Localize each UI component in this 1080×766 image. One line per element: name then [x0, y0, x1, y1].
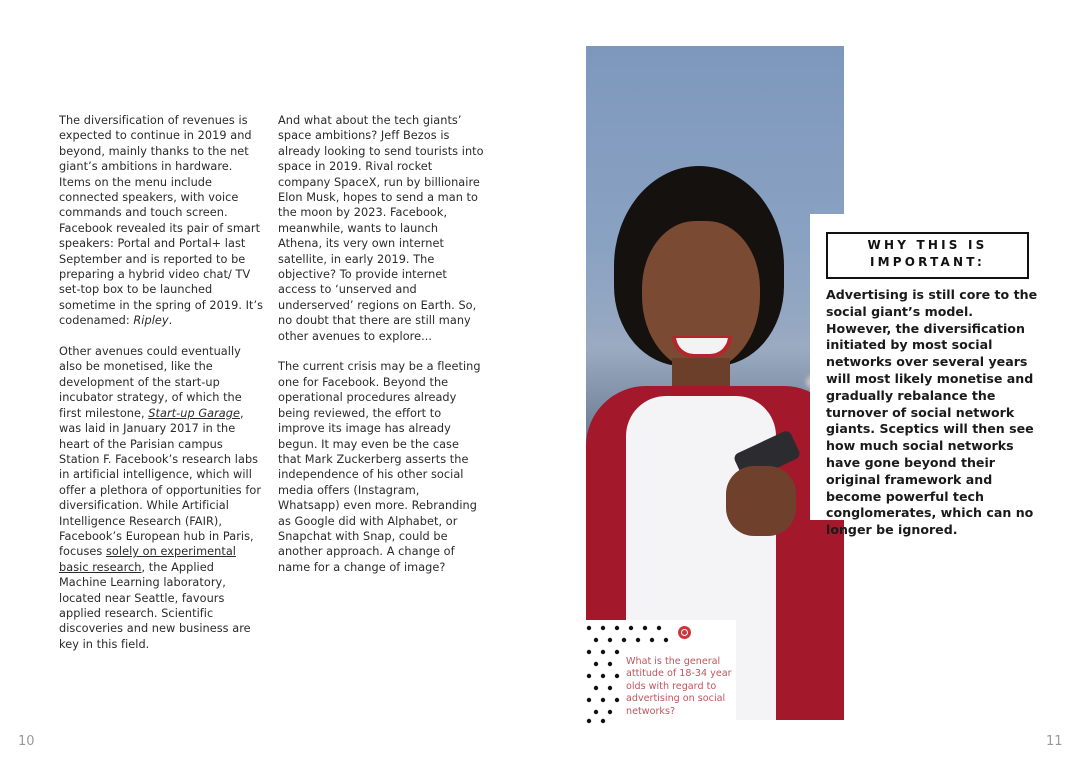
paragraph-space-ambitions: And what about the tech giants’ space ambitions? Jeff Bezos is already looking to send tourists into space in 2019. Rival rocket company SpaceX, run by billionaire Elon Musk, hopes to send a man to the moon by 2023. Facebook, meanwhile, wants to launch Athena, its very own internet satellite, in early 2019. The objective? To provide internet access to ‘unserved and underserved’ regions on Earth. So, no doubt that there are still many other avenues to explore...: [278, 114, 484, 343]
survey-callout: [586, 620, 736, 722]
left-page-column-2: [278, 113, 484, 591]
page-number-right: 11: [1046, 734, 1063, 749]
startup-garage-link[interactable]: Start-up Garage: [148, 406, 240, 420]
basic-research-link[interactable]: solely on experimental basic research: [59, 545, 236, 574]
paragraph-current-crisis: The current crisis may be a fleeting one for Facebook. Beyond the operational procedures already being reviewed, the effort to improve its image has already begun. It may even be the case that Mark Zuckerberg asserts the independence of his other social media offers (Instagram, Whatsapp) even more. Rebranding as Google did with Alphabet, or Snapchat with Snap, could be another approach. A change of name for a change of image?: [278, 360, 481, 574]
logo-icon: [678, 626, 691, 639]
left-page-column-1: [59, 113, 265, 668]
paragraph-hardware: The diversification of revenues is expected to continue in 2019 and beyond, mainly thanks to the net giant’s ambitions in hardware. Items on the menu include connected speakers, with voice commands and touch screen. Facebook revealed its pair of smart speakers: Portal and Portal+ last September and is reported to be preparing a hybrid video chat/ TV set-top box to be launched sometime in the spring of 2019. It’s codenamed: Ripley.: [59, 114, 264, 328]
page-number-left: 10: [18, 734, 35, 749]
why-important-text: Advertising is still core to the social giant’s model. However, the diversification initiated by most social networks over several years will most likely monetise and gradually rebalance the turnover of social network giants. Sceptics will then see how much social networks have gone beyond their original framework and become powerful tech conglomerates, which can no longer be ignored.: [826, 287, 1038, 538]
paragraph-other-avenues: Other avenues could eventually also be monetised, like the development of the start-up incubator strategy, of which the first milestone, Start-up Garage, was laid in January 2017 in the heart of the Parisian campus Station F. Facebook’s research labs in artificial intelligence, which will offer a plethora of opportunities for diversification. While Artificial Intelligence Research (FAIR), Facebook’s European hub in Paris, focuses solely on experimental basic research, the Applied Machine Learning laboratory, located near Seattle, favours applied research. Scientific discoveries and new business are key in this field.: [59, 345, 262, 651]
why-important-title: WHY THIS IS IMPORTANT:: [826, 232, 1029, 279]
survey-question: What is the general attitude of 18-34 year olds with regard to advertising on social networks?: [626, 656, 732, 717]
why-important-box: [810, 214, 1060, 538]
woman-with-phone-photo: [586, 46, 844, 720]
